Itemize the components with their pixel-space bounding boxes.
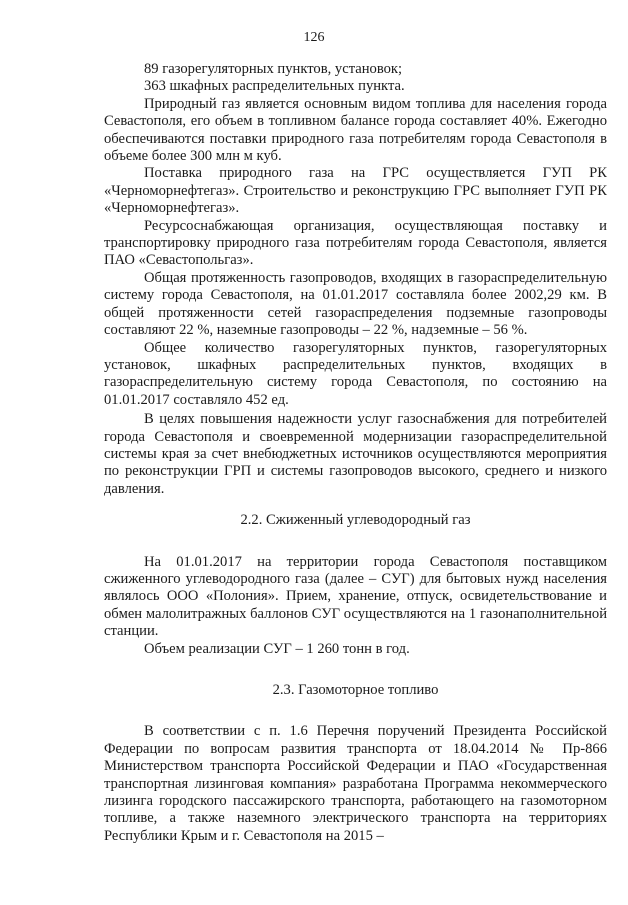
paragraph-leasing-program: В соответствии с п. 1.6 Перечня поручений Президента Российской Федерации по вопросам развития транспорта от 18.04.2014 № Пр-866 Министерством транспорта Российской Федерации и ПАО «Государственная транспортная лизинговая компания» разработана Программа некоммерческого лизинга городского пассажирского транспорта, работающего на газомоторном топливе, а также наземного электрического транспорта на территориях Республики Крым и г. Севастополя на 2015 –	[104, 723, 607, 844]
paragraph-lpg-supplier: На 01.01.2017 на территории города Севастополя поставщиком сжиженного углеводородного газа (далее – СУГ) для бытовых нужд населения являлось ООО «Полония». Прием, хранение, отпуск, освидетельствование и обмен малолитражных баллонов СУГ осуществляются на 1 газонаполнительной станции.	[104, 553, 607, 640]
page-number: 126	[303, 30, 325, 45]
paragraph-grs-supply: Поставка природного газа на ГРС осуществляется ГУП РК «Черноморнефтегаз». Строительство и реконструкцию ГРС выполняет ГУП РК «Черноморнефтегаз».	[104, 165, 607, 217]
paragraph-supplier: Ресурсоснабжающая организация, осуществляющая поставку и транспортировку природного газа потребителям города Севастополя, является ПАО «Севастопольгаз».	[104, 217, 607, 269]
section-heading-gas-motor-fuel: 2.3. Газомоторное топливо	[272, 682, 439, 698]
paragraph-pipeline-length: Общая протяженность газопроводов, входящих в газораспределительную систему города Севастополя, на 01.01.2017 составляла более 2002,29 км. В общей протяженности сетей газораспределения подземные газопроводы составляют 22 %, наземные газопроводы – 22 %, надземные – 56 %.	[104, 269, 607, 339]
paragraph-regulator-count: Общее количество газорегуляторных пунктов, газорегуляторных установок, шкафных распределительных пунктов, входящих в газораспределительную систему города Севастополя, по состоянию на 01.01.2017 составляло 452 ед.	[104, 339, 607, 408]
section-heading-lpg: 2.2. Сжиженный углеводородный газ	[240, 512, 471, 529]
list-line-shrp: 363 шкафных распределительных пункта.	[144, 78, 405, 95]
paragraph-reliability: В целях повышения надежности услуг газоснабжения для потребителей города Севастополя и своевременной модернизации газораспределительной системы края за счет внебюджетных источников осуществляются мероприятия по реконструкции ГРП и системы газопроводов высокого, среднего и низкого давления.	[104, 411, 607, 497]
list-line-grp: 89 газорегуляторных пунктов, установок;	[144, 61, 403, 77]
paragraph-fuel-share: Природный газ является основным видом топлива для населения города Севастополя, его объем в топливном балансе города составляет 40%. Ежегодно обеспечиваются поставки природного газа потребителям города Севастополя в объеме более 300 млн м куб.	[104, 95, 607, 165]
document-body	[104, 61, 607, 845]
paragraph-lpg-volume: Объем реализации СУГ – 1 260 тонн в год.	[144, 640, 410, 657]
